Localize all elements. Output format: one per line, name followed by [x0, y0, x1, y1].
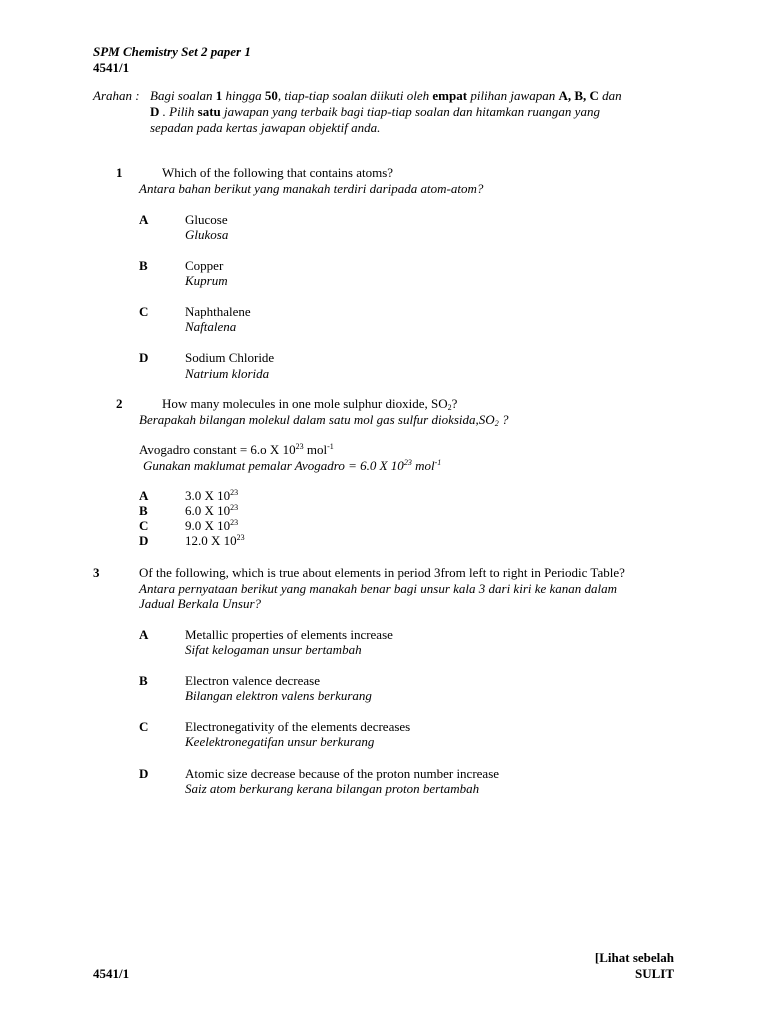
- question-text-ms: Berapakah bilangan molekul dalam satu mol gas sulfur $dioksida,SO_2$ ?: [139, 412, 509, 428]
- question-text-en: Of the following, which is true about elements in period 3from left to right in Periodic Table?: [139, 565, 625, 580]
- option-text-ms: Natrium klorida: [185, 366, 270, 381]
- footer-code: 4541/1: [93, 966, 130, 981]
- option-text-ms: Sifat kelogaman unsur bertambah: [185, 642, 362, 657]
- option-letter-a: A: [139, 212, 149, 227]
- avogadro-constant-en: Avogadro constant = 6.o X $10^{23}$ mol$^{-1}$: [139, 442, 334, 457]
- question-number: 1: [116, 165, 123, 180]
- option-text-en: Naphthalene: [185, 304, 251, 319]
- instructions-line-3: sepadan pada kertas jawapan objektif anda.: [150, 120, 381, 135]
- question-text-ms: Jadual Berkala Unsur?: [139, 596, 262, 611]
- option-text-en: Sodium Chloride: [185, 350, 275, 365]
- question-text-en: How many molecules in one mole sulphur dioxide, $SO_2$?: [162, 396, 458, 412]
- option-letter-b: B: [139, 258, 148, 273]
- option-value: 3.0 X $10^{23}$: [185, 488, 239, 503]
- option-text-ms: Kuprum: [185, 273, 228, 288]
- question-text-ms: Antara bahan berikut yang manakah terdiri daripada atom-atom?: [139, 181, 484, 196]
- instructions-label: Arahan :: [93, 88, 140, 103]
- option-value: 6.0 X $10^{23}$: [185, 503, 239, 518]
- classification-label: SULIT: [634, 966, 674, 981]
- instructions-line-2: D . Pilih satu jawapan yang terbaik bagi tiap-tiap soalan dan hitamkan ruangan yang: [150, 104, 600, 119]
- option-text-ms: Saiz atom berkurang kerana bilangan proton bertambah: [185, 781, 480, 796]
- option-letter-d: D: [139, 766, 149, 781]
- option-letter-b: B: [139, 673, 148, 688]
- question-number: 3: [93, 565, 100, 580]
- option-text-ms: Bilangan elektron valens berkurang: [185, 688, 372, 703]
- instructions-line-1: Bagi soalan 1 hingga 50, tiap-tiap soalan diikuti oleh empat pilihan jawapan A, B, C dan: [150, 88, 622, 103]
- option-text-en: Electron valence decrease: [185, 673, 320, 688]
- option-letter-d: D: [139, 350, 149, 365]
- option-text-ms: Naftalena: [185, 319, 237, 334]
- option-text-en: Copper: [185, 258, 224, 273]
- option-text-en: Glucose: [185, 212, 228, 227]
- option-letter-b: B: [139, 503, 148, 518]
- next-page-note: [Lihat sebelah: [594, 950, 674, 965]
- question-number: 2: [116, 396, 123, 411]
- option-letter-c: C: [139, 719, 149, 734]
- option-letter-c: C: [139, 518, 149, 533]
- option-text-en: Metallic properties of elements increase: [185, 627, 393, 642]
- option-letter-a: A: [139, 627, 149, 642]
- option-value: 12.0 X $10^{23}$: [185, 533, 245, 548]
- option-letter-d: D: [139, 533, 149, 548]
- option-text-en: Electronegativity of the elements decreases: [185, 719, 411, 734]
- question-text-ms: Antara pernyataan berikut yang manakah benar bagi unsur kala 3 dari kiri ke kanan dalam: [139, 581, 618, 596]
- avogadro-constant-ms: Gunakan maklumat pemalar Avogadro = 6.0 X $10^{23}$ mol$^{-1}$: [143, 458, 442, 473]
- option-letter-c: C: [139, 304, 149, 319]
- paper-code: 4541/1: [93, 60, 130, 75]
- option-letter-a: A: [139, 488, 149, 503]
- option-text-ms: Keelektronegatifan unsur berkurang: [185, 734, 375, 749]
- question-text-en: Which of the following that contains atoms?: [162, 165, 394, 180]
- document-title: SPM Chemistry Set 2 paper 1: [93, 44, 251, 59]
- option-text-ms: Glukosa: [185, 227, 229, 242]
- option-value: 9.0 X $10^{23}$: [185, 518, 239, 533]
- option-text-en: Atomic size decrease because of the proton number increase: [185, 766, 500, 781]
